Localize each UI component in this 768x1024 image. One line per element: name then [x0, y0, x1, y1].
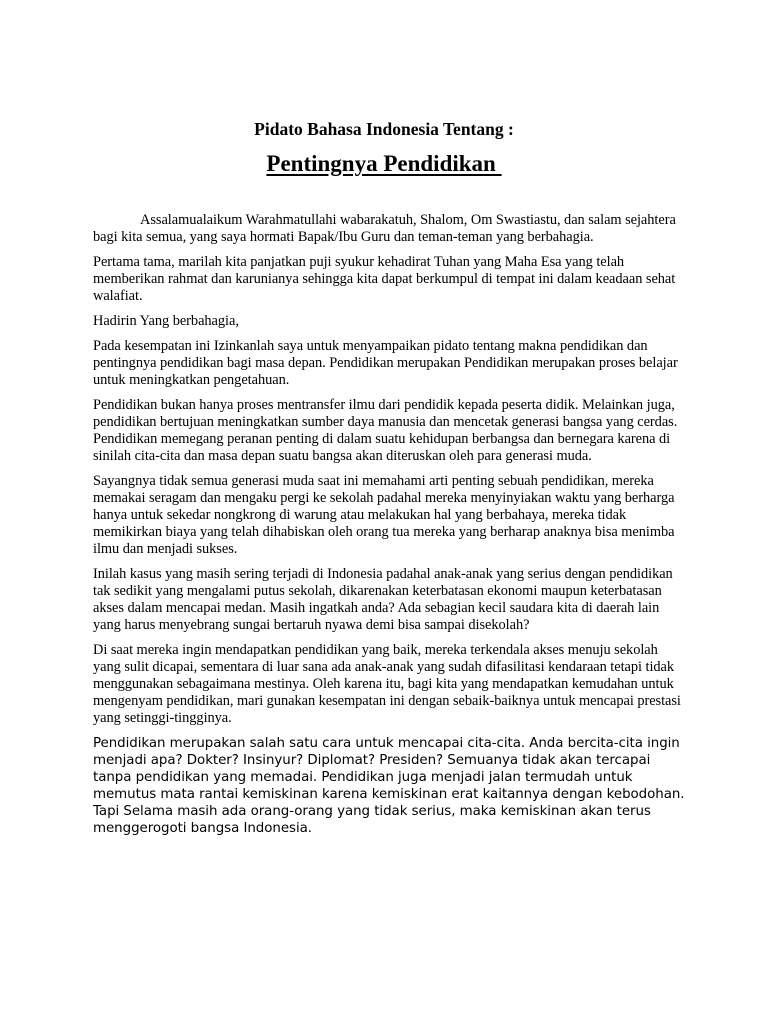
document-subtitle-text: Pentingnya Pendidikan [266, 151, 502, 176]
document-body [93, 212, 685, 845]
paragraph-access: Di saat mereka ingin mendapatkan pendidikan yang baik, mereka terkendala akses menuju sekolah yang sulit dicapai, sementara di luar sana ada anak-anak yang sudah difasilitasi kendaraan tetapi tidak menggunakan sebagaimana mestinya. Oleh karena itu, bagi kita yang mendapatkan kemudahan untuk mengenyam pendidikan, mari gunakan kesempatan ini dengan sebaik-baiknya untuk mencapai prestasi yang setinggi-tingginya. [93, 642, 681, 726]
document-title: Pidato Bahasa Indonesia Tentang : [254, 119, 514, 139]
paragraph-address: Hadirin Yang berbahagia, [93, 313, 239, 329]
paragraph-greeting: Assalamualaikum Warahmatullahi wabarakatuh, Shalom, Om Swastiastu, dan salam sejahtera bagi kita semua, yang saya hormati Bapak/Ibu Guru dan teman-teman yang berbahagia. [93, 212, 676, 245]
paragraph-aspirations: Pendidikan merupakan salah satu cara untuk mencapai cita-cita. Anda bercita-cita ingin menjadi apa? Dokter? Insinyur? Diplomat? Presiden? Semuanya tidak akan tercapai tanpa pendidikan yang memadai. Pendidikan juga menjadi jalan termudah untuk memutus mata rantai kemiskinan karena kemiskinan erat kaitannya dengan kebodohan. Tapi Selama masih ada orang-orang yang tidak serius, maka kemiskinan akan terus menggerogoti bangsa Indonesia. [93, 736, 685, 836]
paragraph-cases: Inilah kasus yang masih sering terjadi di Indonesia padahal anak-anak yang serius dengan pendidikan tak sedikit yang mengalami putus sekolah, dikarenakan keterbatasan ekonomi maupun keterbatasan akses dalam mencapai medan. Masih ingatkah anda? Ada sebagian kecil saudara kita di daerah lain yang harus menyebrang sungai bertaruh nyawa demi bisa sampai disekolah? [93, 566, 673, 633]
paragraph-opening: Pertama tama, marilah kita panjatkan puji syukur kehadirat Tuhan yang Maha Esa yang telah memberikan rahmat dan karunianya sehingga kita dapat berkumpul di tempat ini dalam keadaan sehat walafiat. [93, 254, 676, 304]
document-subtitle [0, 150, 768, 178]
paragraph-topic: Pada kesempatan ini Izinkanlah saya untuk menyampaikan pidato tentang makna pendidikan dan pentingnya pendidikan bagi masa depan. Pendidikan merupakan Pendidikan merupakan proses belajar untuk meningkatkan pengetahuan. [93, 338, 678, 388]
paragraph-problem: Sayangnya tidak semua generasi muda saat ini memahami arti penting sebuah pendidikan, mereka memakai seragam dan mengaku pergi ke sekolah padahal mereka menyinyiakan waktu yang berharga hanya untuk sekedar nongkrong di warung atau melakukan hal yang berbahaya, mereka tidak memikirkan biaya yang telah dihabiskan oleh orang tua mereka yang berharap anaknya bisa menimba ilmu dan menjadi sukses. [93, 473, 675, 557]
paragraph-definition: Pendidikan bukan hanya proses mentransfer ilmu dari pendidik kepada peserta didik. Melainkan juga, pendidikan bertujuan meningkatkan sumber daya manusia dan mencetak generasi bangsa yang cerdas. Pendidikan memegang peranan penting di dalam suatu kehidupan berbangsa dan bernegara karena di sinilah cita-cita dan masa depan suatu bangsa akan diteruskan oleh para generasi muda. [93, 397, 678, 464]
